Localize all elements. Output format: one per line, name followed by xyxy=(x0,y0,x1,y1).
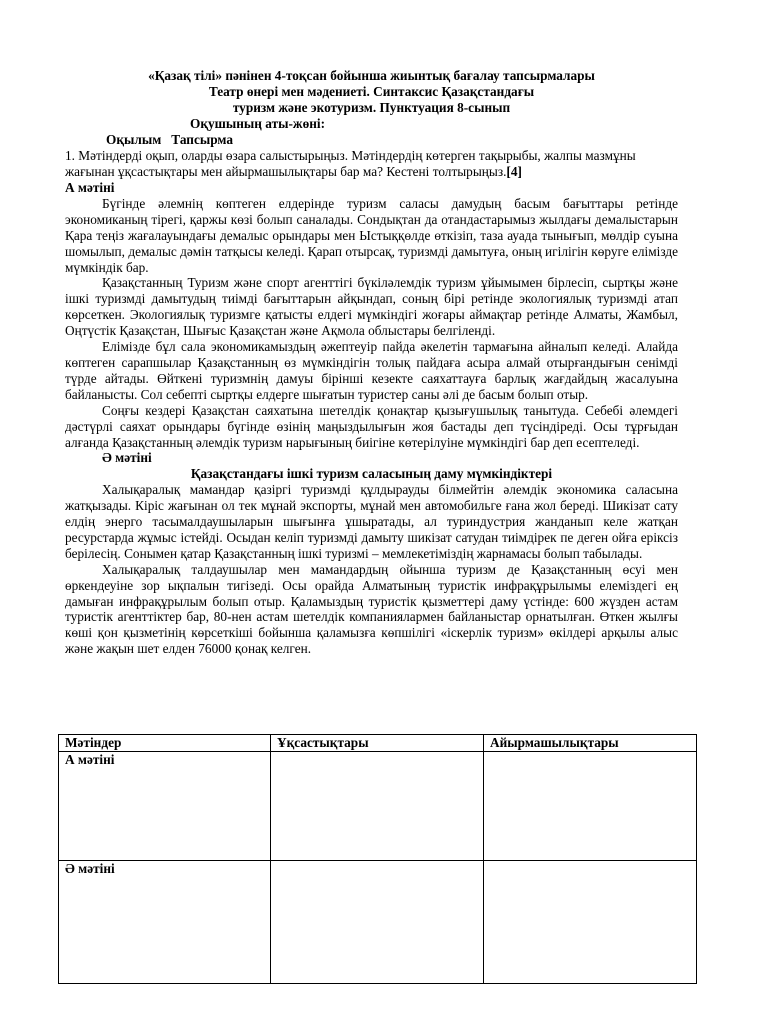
table-header-texts: Мәтіндер xyxy=(59,735,271,752)
text-b-paragraph-2: Халықаралық талдаушылар мен мамандардың ойынша туризм де Қазақстанның өсуі мен өркендеуіне зор ықпалын тигізеді. Осы орайда Алматының туристік инфрақұрылымы елеміздегі ең дамыған инфрақұрылым болып отыр. Қаламыздың туристік қызметтері даму үстінде: 600 жүзден астам туристік агенттіктер бар, 80-нен астам шетелдік компаниялармен байланыстар орнатылған. Өткен жылғы көші қон қызметінің көрсеткіші бойынша қаламызға көпшілігі «іскерлік туризм» өкілдері арқылы алыс және жақын шет елден 76000 қонақ келген. xyxy=(65,561,678,657)
similarities-cell-b[interactable] xyxy=(271,861,484,984)
student-name-label: Оқушының аты-жөні: xyxy=(190,116,326,131)
differences-cell-b[interactable] xyxy=(484,861,697,984)
similarities-cell-a[interactable] xyxy=(271,752,484,861)
document-header xyxy=(65,68,678,116)
text-b-label: Ә мәтіні xyxy=(102,450,152,466)
table-header-similarities: Ұқсастықтары xyxy=(271,735,484,752)
task-label: Тапсырма xyxy=(171,132,234,147)
text-a-paragraph-4: Соңғы кездері Қазақстан саяхатына шетелдік қонақтар қызығушылық танытуда. Себебі әлемдегі дәстүрлі саяхат орындары бүгінде өзінің маңыздылығын жоя бастады деп түсіндіреді. Осы тұрғыдан алғанда Қазақстанның әлемдік туризм нарығының биігіне көтерілуіне мүмкіндігі бар деп есептеледі. xyxy=(65,402,678,450)
text-b-paragraph-1: Халықаралық мамандар қазіргі туризмді құлдырауды білмейтін әлемдік экономика саласына жатқызады. Кіріс жағынан ол тек мұнай экспорты, мұнай мен автомобильге ғана жол береді. Шикізат сату елдің энерго тасымалдаушыларын шығынға ұшыратады, ал туриндустрия жанданып келе жатқан ресурстарда жұмыс істейді. Осыдан келіп туризмді дамыту шикізат сатудан тиімдірек пе деген ойға еріксіз берілесің. Сонымен қатар Қазақстанның ішкі туризмі – мемлекетіміздің жарнамасы болып табылады. xyxy=(65,482,678,561)
task-points: [4] xyxy=(506,163,522,179)
text-a-label: А мәтіні xyxy=(65,180,115,195)
text-a xyxy=(65,180,678,657)
task-instruction xyxy=(65,148,678,180)
table-header-differences: Айырмашылықтары xyxy=(484,735,697,752)
table-row xyxy=(59,752,697,861)
reading-label: Оқылым xyxy=(106,132,162,147)
header-line-3: туризм және экотуризм. Пунктуация 8-сынып xyxy=(232,99,511,115)
text-a-paragraph-1: Бүгінде әлемнің көптеген елдерінде туризм саласы дамудың басым бағыттары ретінде экономиканың тірегі, қаржы көзі болып саналады. Сондықтан да отандастарымыз жылдағы демалыстарын Қара теңіз жағалауындағы демалыс орындары мен Ыстыққөлде өткізіп, таза ауада тынығып, мөлдір суына шомылып, демалыс дәмін татқысы келеді. Қарап отырсақ, туризмді дамытуға, оның игілігін көруге елімізде мүмкіндік бар. xyxy=(65,195,678,275)
comparison-table xyxy=(58,734,697,984)
task-text: 1. Мәтіндерді оқып, оларды өзара салыстырыңыз. Мәтіндердің көтерген тақырыбы, жалпы мазмұны жағынан ұқсастықтары мен айырмашылықтары бар ма? Кестені толтырыңыз. xyxy=(65,148,636,179)
table-row-label-a: А мәтіні xyxy=(59,752,271,861)
text-a-paragraph-3: Елімізде бұл сала экономикамыздың әжептеуір пайда әкелетін тармағына айналып келеді. Алайда көптеген сарапшылар Қазақстанның өз мүмкіндігін толық пайдаға асыра алмай отырғандығын сенімді түрде айтады. Өйткені туризмнің дамуы бірінші кезекте саяхаттауға барлық жағдайдың жасалуына байланысты. Сол себепті сыртқы елдерге шығатын туристер саны әлі де басым болып отыр. xyxy=(65,339,678,402)
header-line-1: «Қазақ тілі» пәнінен 4-тоқсан бойынша жиынтық бағалау тапсырмалары xyxy=(148,68,595,83)
differences-cell-a[interactable] xyxy=(484,752,697,861)
text-a-paragraph-2: Қазақстанның Туризм және спорт агенттігі бүкіләлемдік туризм ұйымымен бірлесіп, сыртқы және ішкі туризмді дамытудың тиімді бағыттарын айқындап, соның бірі ретінде экологиялық туризмді атап көрсеткен. Экологиялық туризмге қатысты елдегі мүмкіндігі жоғары аймақтар ретінде Алматы, Жамбыл, Оңтүстік Қазақстан, Шығыс Қазақстан және Ақмола облыстары белгіленді. xyxy=(65,275,678,339)
header-line-2: Театр өнері мен мәдениеті. Синтаксис Қазақстандағы xyxy=(208,83,535,99)
table-row-label-b: Ә мәтіні xyxy=(59,861,271,984)
table-row xyxy=(59,861,697,984)
table-header-row xyxy=(59,735,697,752)
section-heading xyxy=(106,132,233,148)
text-b-title: Қазақстандағы ішкі туризм саласының даму мүмкіндіктері xyxy=(190,466,553,482)
